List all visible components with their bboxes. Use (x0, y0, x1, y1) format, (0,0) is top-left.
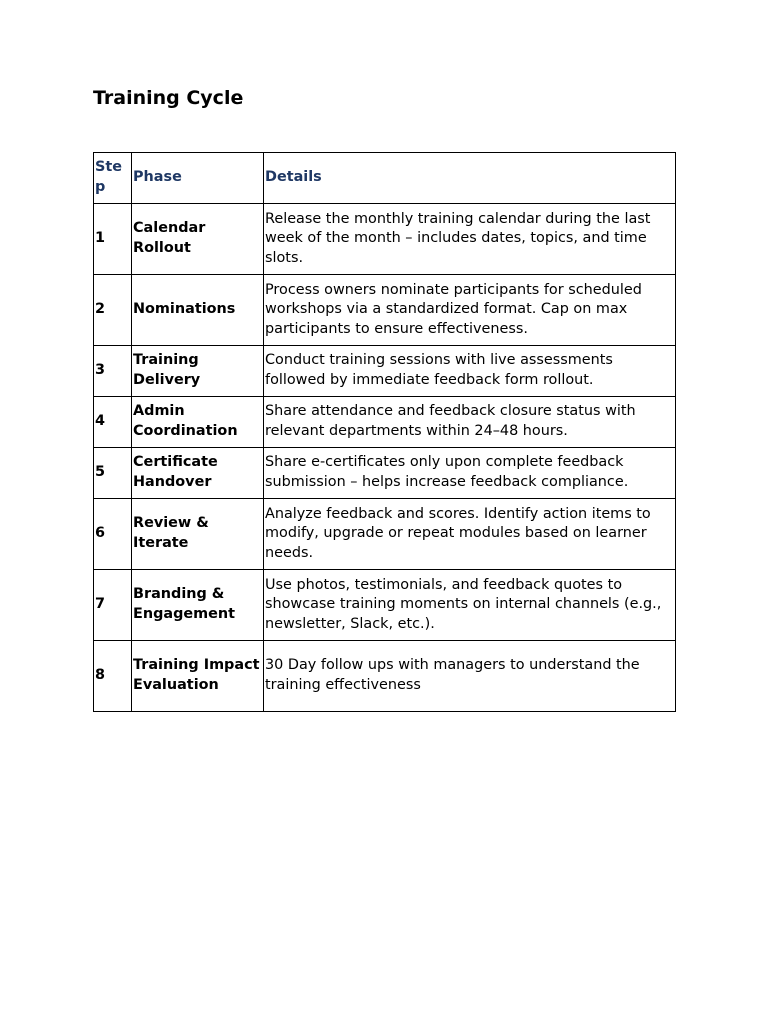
table-row (94, 346, 676, 397)
table-header-row (94, 153, 676, 204)
document-title: Training Cycle (93, 87, 244, 109)
step-number: 3 (94, 346, 132, 397)
table-row (94, 204, 676, 275)
table-row (94, 499, 676, 570)
phase-details: Analyze feedback and scores. Identify action items to modify, upgrade or repeat modules based on learner needs. (264, 499, 676, 570)
table-row (94, 397, 676, 448)
phase-name: Training Impact Evaluation (132, 641, 264, 712)
phase-details: Process owners nominate participants for scheduled workshops via a standardized format. Cap on max participants to ensure effectiveness. (264, 275, 676, 346)
phase-details: Use photos, testimonials, and feedback quotes to showcase training moments on internal channels (e.g., newsletter, Slack, etc.). (264, 570, 676, 641)
phase-name: Admin Coordination (132, 397, 264, 448)
header-step: Step (94, 153, 132, 204)
step-number: 4 (94, 397, 132, 448)
phase-details: Share attendance and feedback closure status with relevant departments within 24–48 hours. (264, 397, 676, 448)
step-number: 7 (94, 570, 132, 641)
table-row (94, 275, 676, 346)
header-details: Details (264, 153, 676, 204)
step-number: 6 (94, 499, 132, 570)
phase-details: 30 Day follow ups with managers to understand the training effectiveness (264, 641, 676, 712)
phase-name: Certificate Handover (132, 448, 264, 499)
phase-details: Conduct training sessions with live assessments followed by immediate feedback form rollout. (264, 346, 676, 397)
phase-details: Release the monthly training calendar during the last week of the month – includes dates, topics, and time slots. (264, 204, 676, 275)
training-cycle-table (93, 152, 676, 712)
header-phase: Phase (132, 153, 264, 204)
table-row (94, 448, 676, 499)
phase-name: Training Delivery (132, 346, 264, 397)
step-number: 8 (94, 641, 132, 712)
table-row (94, 570, 676, 641)
phase-name: Calendar Rollout (132, 204, 264, 275)
step-number: 1 (94, 204, 132, 275)
step-number: 5 (94, 448, 132, 499)
phase-name: Nominations (132, 275, 264, 346)
phase-name: Review & Iterate (132, 499, 264, 570)
phase-details: Share e-certificates only upon complete feedback submission – helps increase feedback compliance. (264, 448, 676, 499)
phase-name: Branding & Engagement (132, 570, 264, 641)
step-number: 2 (94, 275, 132, 346)
table-row (94, 641, 676, 712)
